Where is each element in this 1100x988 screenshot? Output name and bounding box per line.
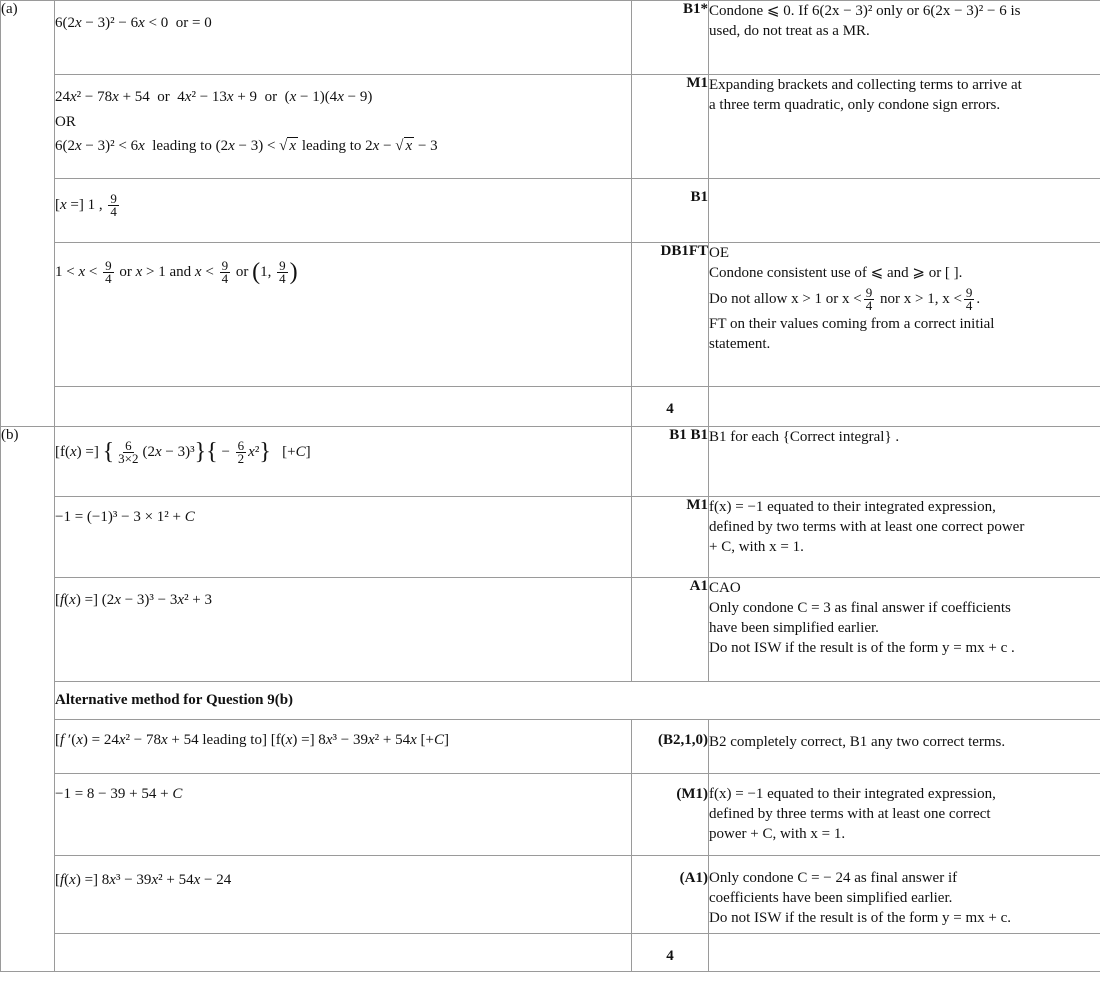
note-line: Do not ISW if the result is of the form y = mx + c.	[709, 910, 1012, 926]
working-cell	[55, 856, 632, 934]
working-cell	[55, 387, 632, 427]
note-line: CAO	[709, 580, 741, 596]
mark-code: B1	[632, 179, 709, 243]
fraction: $\frac{9}{4}$	[105, 258, 112, 286]
total-marks: 4	[632, 934, 709, 972]
guidance-cell	[709, 179, 1100, 243]
fraction: $\frac{9}{4}$	[865, 285, 873, 313]
working-cell	[55, 774, 632, 856]
total-marks: 4	[632, 387, 709, 427]
guidance-cell	[709, 427, 1100, 497]
note-line: Do not allow x > 1 or x < $\frac{9}{4}$ nor x > 1, x < $\frac{9}{4}$ .	[709, 285, 981, 313]
expression: 6(2x − 3)² − 6x < 0 or = 0	[55, 15, 212, 31]
working-cell	[55, 243, 632, 387]
table-row	[1, 1, 1100, 75]
note-line: a three term quadratic, only condone sign errors.	[709, 97, 1001, 113]
guidance-cell	[709, 774, 1100, 856]
note-line: have been simplified earlier.	[709, 620, 879, 636]
guidance-cell	[709, 1, 1100, 75]
note-line: Condone consistent use of ⩽ and ⩾ or [ ].	[709, 265, 963, 281]
working-cell	[55, 75, 632, 179]
fraction: $\frac{6}{3\times 2}$	[118, 438, 139, 466]
mark-code: A1	[632, 578, 709, 682]
working-cell	[55, 497, 632, 578]
note-line: Do not ISW if the result is of the form y = mx + c .	[709, 640, 1015, 656]
table-row	[1, 179, 1100, 243]
leading-to-text: leading to	[202, 732, 262, 748]
note-line: B1 for each {Correct integral} .	[709, 429, 900, 445]
expression: [x =] 1 , $\frac{9}{4}$	[55, 191, 117, 219]
expression: 24x² − 78x + 54 or 4x² − 13x + 9 or (x − 1)(4x − 9)	[55, 89, 373, 105]
fraction: $\frac{9}{4}$	[110, 191, 117, 219]
note-line: defined by two terms with at least one correct power	[709, 519, 1025, 535]
leading-to-text: leading to	[301, 138, 362, 154]
expression: [f(x) =] { $\frac{6}{3\times 2}$ (2x − 3)³}{ − $\frac{6}{2}$ x²} [+C]	[55, 438, 311, 466]
expression: −1 = 8 − 39 + 54 + C	[55, 786, 183, 802]
working-cell	[55, 578, 632, 682]
part-label-b: (b)	[1, 427, 55, 972]
guidance-cell	[709, 387, 1100, 427]
or-text: or = 0	[175, 15, 212, 31]
or-text: or	[235, 263, 249, 280]
part-label-a: (a)	[1, 1, 55, 427]
note-line: + C, with x = 1.	[709, 539, 804, 555]
note-line: B2 completely correct, B1 any two correct terms.	[709, 734, 1006, 750]
guidance-cell	[709, 243, 1100, 387]
mark-code: M1	[632, 75, 709, 179]
guidance-cell	[709, 934, 1100, 972]
mark-code: B1*	[632, 1, 709, 75]
guidance-cell	[709, 856, 1100, 934]
table-row	[1, 387, 1100, 427]
note-line: Condone ⩽ 0. If 6(2x − 3)² only or 6(2x − 3)² − 6 is	[709, 3, 1021, 19]
table-row	[1, 578, 1100, 682]
table-row	[1, 75, 1100, 179]
note-line: used, do not treat as a MR.	[709, 23, 870, 39]
guidance-cell	[709, 497, 1100, 578]
or-text: or	[119, 263, 132, 280]
mark-code: (B2,1,0)	[632, 720, 709, 774]
note-line: FT on their values coming from a correct initial	[709, 316, 995, 332]
mark-code: (A1)	[632, 856, 709, 934]
working-cell	[55, 720, 632, 774]
note-line: f(x) = −1 equated to their integrated expression,	[709, 786, 996, 802]
note-line: defined by three terms with at least one correct	[709, 806, 991, 822]
leading-to-text: leading to	[152, 138, 212, 154]
note-line: coefficients have been simplified earlier.	[709, 890, 953, 906]
table-row	[1, 720, 1100, 774]
table-row	[1, 774, 1100, 856]
note-line: statement.	[709, 336, 771, 352]
table-row	[1, 427, 1100, 497]
or-heading: OR	[55, 114, 76, 130]
expression: [f(x) =] 8x³ − 39x² + 54x − 24	[55, 872, 232, 888]
or-text: or	[157, 89, 170, 105]
guidance-cell	[709, 720, 1100, 774]
table-row	[1, 682, 1100, 720]
table-row	[1, 497, 1100, 578]
expression: 1 < x < $\frac{9}{4}$ or x > 1 and x < $\frac{9}{4}$ or (1, $\frac{9}{4}$ )	[55, 258, 298, 286]
alternative-method-heading: Alternative method for Question 9(b)	[55, 682, 1100, 720]
working-cell	[55, 934, 632, 972]
expression: 6(2x − 3)² < 6x leading to (2x − 3) < √ x leading to 2x − √ x − 3	[55, 138, 438, 154]
table-row	[1, 934, 1100, 972]
mark-code: (M1)	[632, 774, 709, 856]
guidance-cell	[709, 578, 1100, 682]
note-line: Only condone C = − 24 as final answer if	[709, 870, 958, 886]
working-cell	[55, 179, 632, 243]
note-line: Only condone C = 3 as final answer if coefficients	[709, 600, 1011, 616]
expression: [f ′(x) = 24x² − 78x + 54 leading to] [f(x) =] 8x³ − 39x² + 54x [+C]	[55, 732, 449, 748]
working-cell	[55, 1, 632, 75]
working-cell	[55, 427, 632, 497]
note-line: f(x) = −1 equated to their integrated expression,	[709, 499, 996, 515]
table-row	[1, 243, 1100, 387]
or-text: or	[264, 89, 278, 105]
fraction: $\frac{6}{2}$	[237, 438, 245, 466]
mark-code: DB1FT	[632, 243, 709, 387]
table-row	[1, 856, 1100, 934]
and-text: and	[169, 263, 192, 280]
note-line: Expanding brackets and collecting terms to arrive at	[709, 77, 1022, 93]
guidance-cell	[709, 75, 1100, 179]
mark-code: M1	[632, 497, 709, 578]
note-line: power + C, with x = 1.	[709, 826, 846, 842]
fraction: $\frac{9}{4}$	[965, 285, 973, 313]
fraction: $\frac{9}{4}$	[221, 258, 229, 286]
expression: −1 = (−1)³ − 3 × 1² + C	[55, 509, 195, 525]
expression: [f(x) =] (2x − 3)³ − 3x² + 3	[55, 592, 213, 608]
mark-code: B1 B1	[632, 427, 709, 497]
note-line: OE	[709, 245, 729, 261]
fraction: $\frac{9}{4}$	[279, 258, 286, 286]
